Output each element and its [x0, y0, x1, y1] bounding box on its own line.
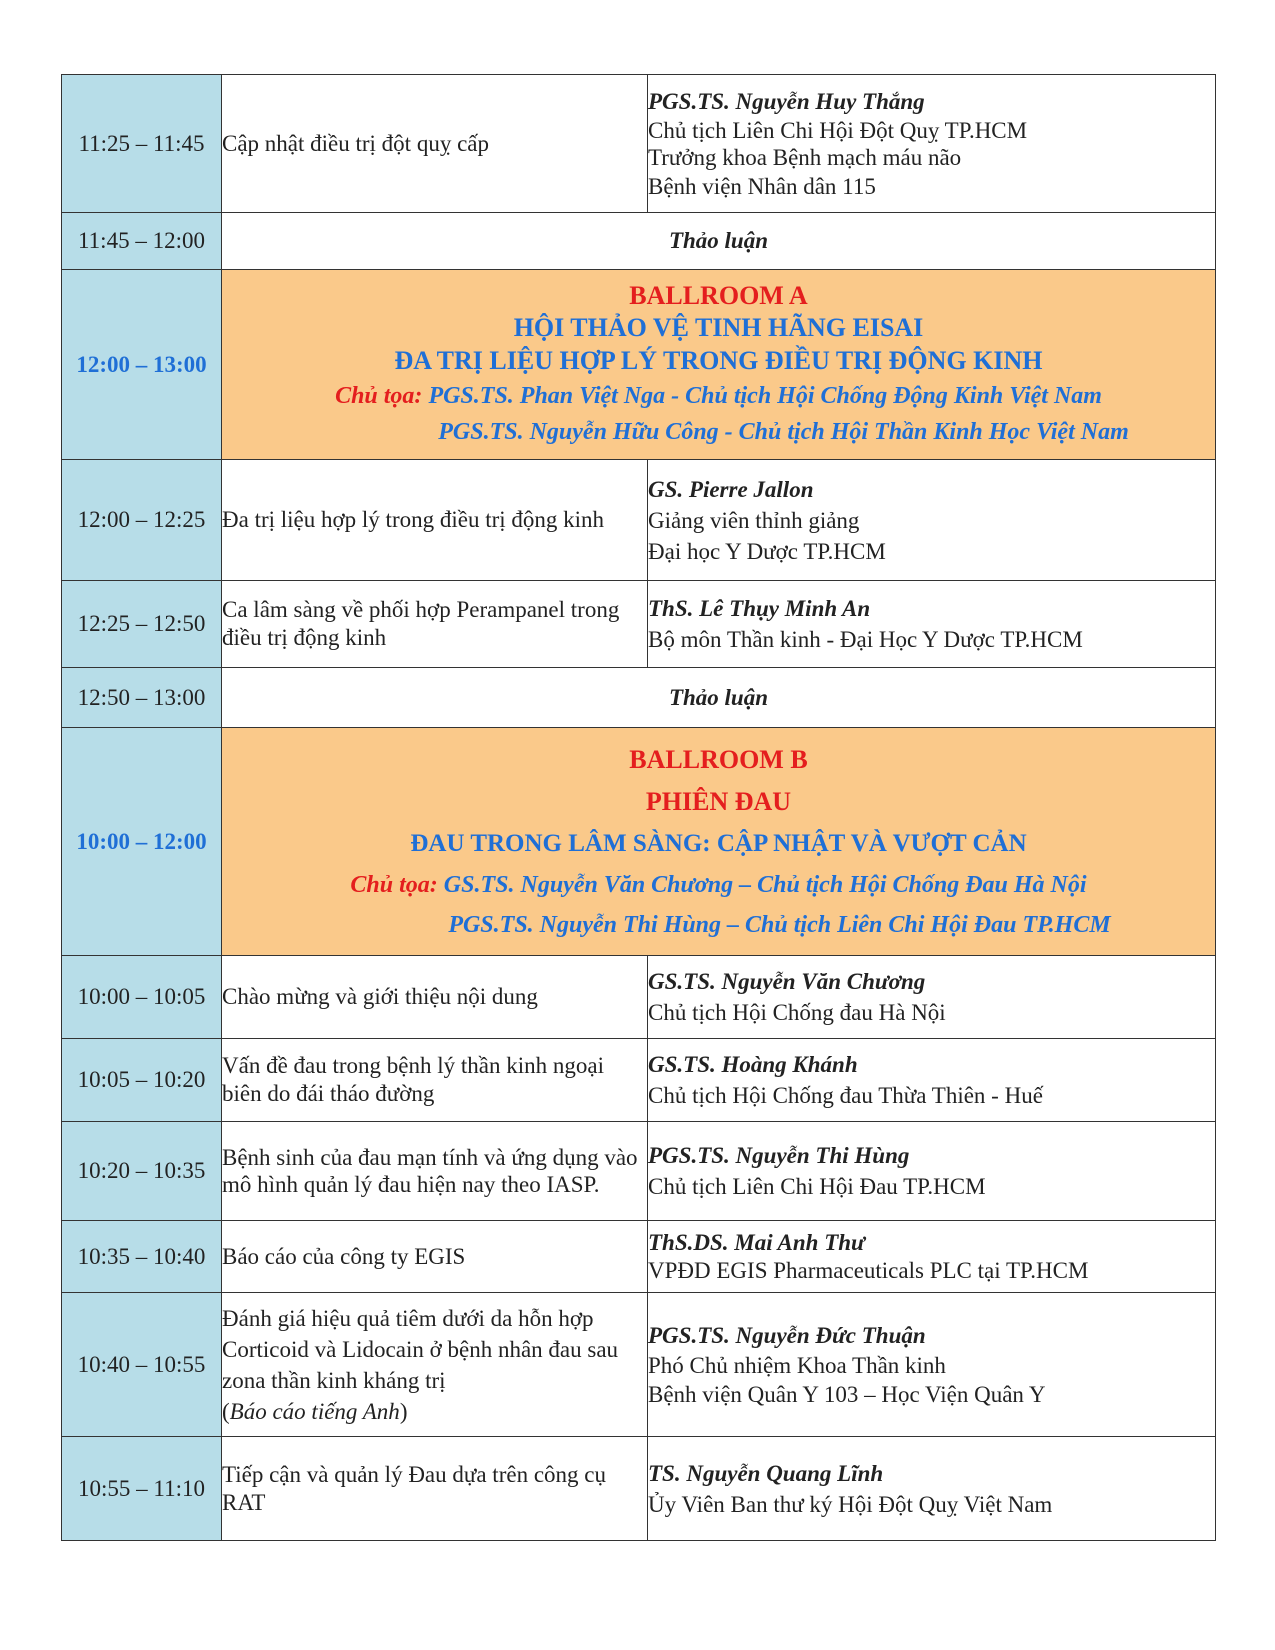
speaker-name: TS. Nguyễn Quang Lĩnh [648, 1460, 884, 1486]
speaker-affiliation: Ủy Viên Ban thư ký Hội Đột Quỵ Việt Nam [648, 1491, 1053, 1517]
topic-text: Đánh giá hiệu quả tiêm dưới da hỗn hợp Corticoid và Lidocain ở bệnh nhân đau sau zona thần kinh kháng trị [222, 1305, 619, 1393]
topic-cell: Cập nhật điều trị đột quỵ cấp [222, 75, 648, 213]
speaker-affiliation: Trưởng khoa Bệnh mạch máu não [648, 144, 962, 170]
chair-name: PGS.TS. Nguyễn Hữu Công - Chủ tịch Hội Thần Kinh Học Việt Nam [438, 418, 1129, 445]
session-time: 10:00 – 12:00 [62, 728, 222, 956]
table-row [62, 668, 1216, 728]
speaker-name: ThS. Lê Thụy Minh An [648, 596, 871, 621]
speaker-cell [648, 1221, 1216, 1293]
speaker-name: ThS.DS. Mai Anh Thư [648, 1229, 865, 1255]
session-row [62, 728, 1216, 956]
time-cell: 10:55 – 11:10 [62, 1437, 222, 1541]
room-name: BALLROOM B [629, 744, 808, 774]
speaker-affiliation: Bộ môn Thần kinh - Đại Học Y Dược TP.HCM [648, 627, 1083, 652]
session-title: HỘI THẢO VỆ TINH HÃNG EISAI [513, 312, 924, 342]
time-cell: 10:00 – 10:05 [62, 956, 222, 1039]
speaker-cell [648, 460, 1216, 581]
speaker-cell [648, 75, 1216, 213]
time-cell: 11:25 – 11:45 [62, 75, 222, 213]
topic-cell [222, 1293, 648, 1437]
topic-cell: Báo cáo của công ty EGIS [222, 1221, 648, 1293]
speaker-cell [648, 581, 1216, 668]
discussion-cell: Thảo luận [222, 668, 1216, 728]
time-cell: 12:00 – 12:25 [62, 460, 222, 581]
speaker-cell [648, 1122, 1216, 1221]
session-title: PHIÊN ĐAU [645, 786, 792, 816]
chair-label: Chủ tọa: [335, 382, 423, 409]
speaker-name: PGS.TS. Nguyễn Đức Thuận [648, 1323, 926, 1348]
time-cell: 10:40 – 10:55 [62, 1293, 222, 1437]
session-chairs [222, 378, 1215, 414]
table-row [62, 956, 1216, 1039]
topic-cell: Tiếp cận và quản lý Đau dựa trên công cụ RAT [222, 1437, 648, 1541]
table-row [62, 1122, 1216, 1221]
chair-label: Chủ tọa: [350, 871, 438, 898]
speaker-cell [648, 1293, 1216, 1437]
session-banner [222, 270, 1216, 460]
speaker-cell [648, 1039, 1216, 1122]
language-note: Báo cáo tiếng Anh [229, 1398, 400, 1424]
session-chairs [222, 865, 1215, 905]
speaker-name: GS.TS. Hoàng Khánh [648, 1052, 858, 1077]
time-cell: 12:25 – 12:50 [62, 581, 222, 668]
speaker-cell [648, 1437, 1216, 1541]
topic-cell: Chào mừng và giới thiệu nội dung [222, 956, 648, 1039]
discussion-cell: Thảo luận [222, 213, 1216, 270]
table-row [62, 75, 1216, 213]
speaker-affiliation: Chủ tịch Hội Chống đau Thừa Thiên - Huế [648, 1083, 1043, 1108]
speaker-affiliation: Bệnh viện Quân Y 103 – Học Viện Quân Y [648, 1382, 1046, 1407]
speaker-affiliation: Bệnh viện Nhân dân 115 [648, 173, 876, 199]
note-close: ) [399, 1398, 408, 1424]
speaker-affiliation: VPĐD EGIS Pharmaceuticals PLC tại TP.HCM [648, 1257, 1089, 1283]
chair-name: PGS.TS. Phan Việt Nga - Chủ tịch Hội Chống Động Kinh Việt Nam [428, 382, 1102, 409]
table-row [62, 1437, 1216, 1541]
speaker-affiliation: Phó Chủ nhiệm Khoa Thần kinh [648, 1353, 946, 1378]
chair-name: PGS.TS. Nguyễn Thi Hùng – Chủ tịch Liên Chi Hội Đau TP.HCM [448, 911, 1111, 938]
session-row [62, 270, 1216, 460]
note-open: ( [222, 1398, 230, 1424]
speaker-name: GS. Pierre Jallon [648, 476, 814, 502]
session-banner [222, 728, 1216, 956]
time-cell: 11:45 – 12:00 [62, 213, 222, 270]
speaker-name: GS.TS. Nguyễn Văn Chương [648, 969, 926, 994]
time-cell: 10:35 – 10:40 [62, 1221, 222, 1293]
table-row [62, 1221, 1216, 1293]
session-time: 12:00 – 13:00 [62, 270, 222, 460]
room-name: BALLROOM A [629, 280, 808, 310]
speaker-affiliation: Chủ tịch Liên Chi Hội Đột Quỵ TP.HCM [648, 117, 1028, 143]
schedule-table [61, 74, 1216, 1541]
chair-name: GS.TS. Nguyễn Văn Chương – Chủ tịch Hội Chống Đau Hà Nội [443, 871, 1087, 898]
topic-cell: Bệnh sinh của đau mạn tính và ứng dụng vào mô hình quản lý đau hiện nay theo IASP. [222, 1122, 648, 1221]
table-row [62, 581, 1216, 668]
speaker-affiliation: Chủ tịch Liên Chi Hội Đau TP.HCM [648, 1174, 986, 1199]
session-subtitle: ĐA TRỊ LIỆU HỢP LÝ TRONG ĐIỀU TRỊ ĐỘNG KINH [394, 345, 1043, 375]
table-row [62, 460, 1216, 581]
speaker-cell [648, 956, 1216, 1039]
time-cell: 12:50 – 13:00 [62, 668, 222, 728]
table-row [62, 213, 1216, 270]
topic-cell: Vấn đề đau trong bệnh lý thần kinh ngoại biên do đái tháo đường [222, 1039, 648, 1122]
time-cell: 10:05 – 10:20 [62, 1039, 222, 1122]
speaker-affiliation: Đại học Y Dược TP.HCM [648, 538, 886, 564]
speaker-affiliation: Giảng viên thỉnh giảng [648, 507, 860, 533]
speaker-affiliation: Chủ tịch Hội Chống đau Hà Nội [648, 1000, 946, 1025]
session-subtitle: ĐAU TRONG LÂM SÀNG: CẬP NHẬT VÀ VƯỢT CẢN [410, 829, 1027, 857]
table-row [62, 1039, 1216, 1122]
topic-cell: Ca lâm sàng về phối hợp Perampanel trong điều trị động kinh [222, 581, 648, 668]
time-cell: 10:20 – 10:35 [62, 1122, 222, 1221]
speaker-name: PGS.TS. Nguyễn Huy Thắng [648, 88, 925, 114]
table-row [62, 1293, 1216, 1437]
speaker-name: PGS.TS. Nguyễn Thi Hùng [648, 1143, 910, 1168]
topic-cell: Đa trị liệu hợp lý trong điều trị động kinh [222, 460, 648, 581]
